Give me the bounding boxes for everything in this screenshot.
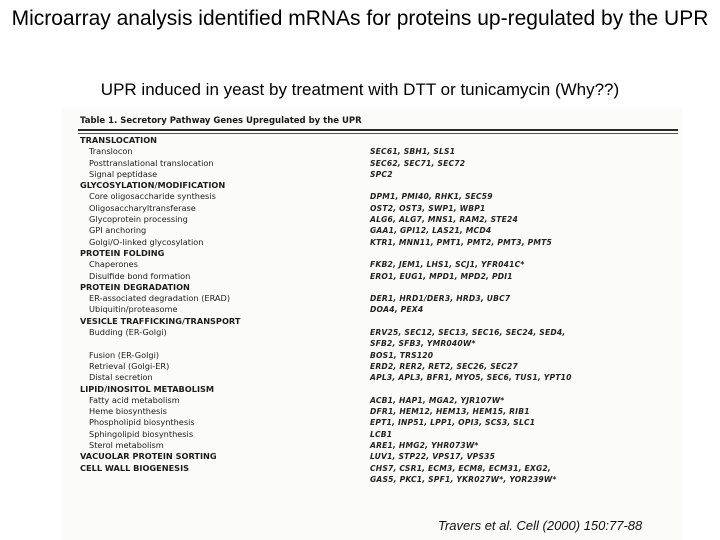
table-row (62, 451, 682, 462)
table-caption: Table 1. Secretory Pathway Genes Upregulated by the UPR (80, 116, 362, 126)
table-row (62, 417, 682, 428)
table-row (62, 316, 682, 327)
table-row (62, 214, 682, 225)
table-row (62, 384, 682, 395)
gene-list-continued: SFB2, SFB3, YMR040W* (370, 339, 476, 349)
slide-title: Microarray analysis identified mRNAs for proteins up-regulated by the UPR (11, 7, 709, 30)
gene-list: BOS1, TRS120 (370, 350, 434, 360)
category-label: PROTEIN DEGRADATION (80, 281, 190, 292)
gene-list: ERO1, EUG1, MPD1, MPD2, PDI1 (370, 271, 513, 281)
table-row (62, 304, 682, 315)
gene-list: GAA1, GPI12, LAS21, MCD4 (370, 226, 492, 236)
table-top-rule (78, 129, 678, 131)
process-label: Fusion (ER-Golgi) (89, 349, 160, 360)
table-row (62, 395, 682, 406)
table-row (62, 372, 682, 383)
gene-list: KTR1, MNN11, PMT1, PMT2, PMT3, PMT5 (370, 237, 553, 247)
gene-list: LCB1 (370, 429, 393, 439)
gene-list: ERV25, SEC12, SEC13, SEC16, SEC24, SED4, (370, 328, 566, 338)
gene-list: OST2, OST3, SWP1, WBP1 (370, 203, 486, 213)
table-row (62, 191, 682, 202)
process-label: Phospholipid biosynthesis (89, 417, 195, 428)
process-label: Golgi/O-linked glycosylation (89, 236, 204, 247)
slide-subtitle: UPR induced in yeast by treatment with DTT or tunicamycin (Why??) (100, 80, 620, 99)
process-label: Translocon (89, 146, 133, 157)
table-row (62, 327, 682, 350)
process-label: Distal secretion (89, 372, 153, 383)
table-row (62, 225, 682, 236)
process-label: Fatty acid metabolism (89, 394, 180, 405)
gene-list: EPT1, INP51, LPP1, OPI3, SCS3, SLC1 (370, 418, 536, 428)
table-row (62, 293, 682, 304)
process-label: Oligosaccharyltransferase (89, 202, 196, 213)
table-second-rule (78, 133, 678, 134)
gene-list: DOA4, PEX4 (370, 305, 424, 315)
gene-list: SPC2 (370, 169, 393, 179)
process-label: Ubiquitin/proteasome (89, 304, 178, 315)
gene-list: LUV1, STP22, VPS17, VPS35 (370, 452, 496, 462)
table-row (62, 237, 682, 248)
process-label: Posttranslational translocation (89, 157, 214, 168)
process-label: Retrieval (Golgi-ER) (89, 360, 170, 371)
category-label: VESICLE TRAFFICKING/TRANSPORT (80, 315, 241, 326)
gene-list: ERD2, RER2, RET2, SEC26, SEC27 (370, 361, 518, 371)
gene-list: ACB1, HAP1, MGA2, YJR107W* (370, 395, 505, 405)
scanned-table (62, 108, 682, 540)
process-label: Budding (ER-Golgi) (89, 327, 167, 338)
table-row (62, 203, 682, 214)
gene-list: APL3, APL3, BFR1, MYO5, SEC6, TUS1, YPT10 (370, 373, 572, 383)
category-label: LIPID/INOSITOL METABOLISM (80, 383, 215, 394)
table-row (62, 282, 682, 293)
table-row (62, 248, 682, 259)
gene-list-continued: GAS5, PKC1, SPF1, YKR027W*, YOR239W* (370, 474, 557, 484)
table-row (62, 146, 682, 157)
gene-list: DPM1, PMI40, RHK1, SEC59 (370, 192, 493, 202)
category-label: PROTEIN FOLDING (80, 247, 165, 258)
table-row (62, 429, 682, 440)
process-label: Signal peptidase (89, 168, 158, 179)
process-label: ER-associated degradation (ERAD) (89, 293, 231, 304)
process-label: Heme biosynthesis (89, 406, 167, 417)
process-label: Disulfide bond formation (89, 270, 191, 281)
gene-list: SEC62, SEC71, SEC72 (370, 158, 466, 168)
table-row (62, 361, 682, 372)
table-row (62, 169, 682, 180)
process-label: Chaperones (89, 259, 138, 270)
process-label: Glycoprotein processing (89, 214, 188, 225)
table-row (62, 406, 682, 417)
table-row (62, 350, 682, 361)
category-label: VACUOLAR PROTEIN SORTING (80, 451, 217, 462)
category-label: GLYCOSYLATION/MODIFICATION (80, 180, 226, 191)
gene-list: ALG6, ALG7, MNS1, RAM2, STE24 (370, 215, 519, 225)
process-label: Sterol metabolism (89, 440, 164, 451)
table-row (62, 180, 682, 191)
category-label: TRANSLOCATION (80, 135, 158, 145)
table-row (62, 259, 682, 270)
table-rows (62, 135, 682, 485)
category-label: CELL WALL BIOGENESIS (80, 462, 190, 473)
process-label: GPI anchoring (89, 225, 147, 236)
process-label: Core oligosaccharide synthesis (89, 191, 216, 202)
gene-list: FKB2, JEM1, LHS1, SCJ1, YFR041C* (370, 260, 525, 270)
gene-list: ARE1, HMG2, YHR073W* (370, 441, 479, 451)
gene-list: DFR1, HEM12, HEM13, HEM15, RIB1 (370, 407, 530, 417)
gene-list: CHS7, CSR1, ECM3, ECM8, ECM31, EXG2, (370, 463, 551, 473)
process-label: Sphingolipid biosynthesis (89, 428, 194, 439)
table-row (62, 440, 682, 451)
table-row (62, 158, 682, 169)
table-row (62, 271, 682, 282)
citation: Travers et al. Cell (2000) 150:77-88 (438, 518, 643, 533)
table-row (62, 135, 682, 146)
gene-list: SEC61, SBH1, SLS1 (370, 147, 456, 157)
table-row (62, 463, 682, 486)
gene-list: DER1, HRD1/DER3, HRD3, UBC7 (370, 294, 511, 304)
